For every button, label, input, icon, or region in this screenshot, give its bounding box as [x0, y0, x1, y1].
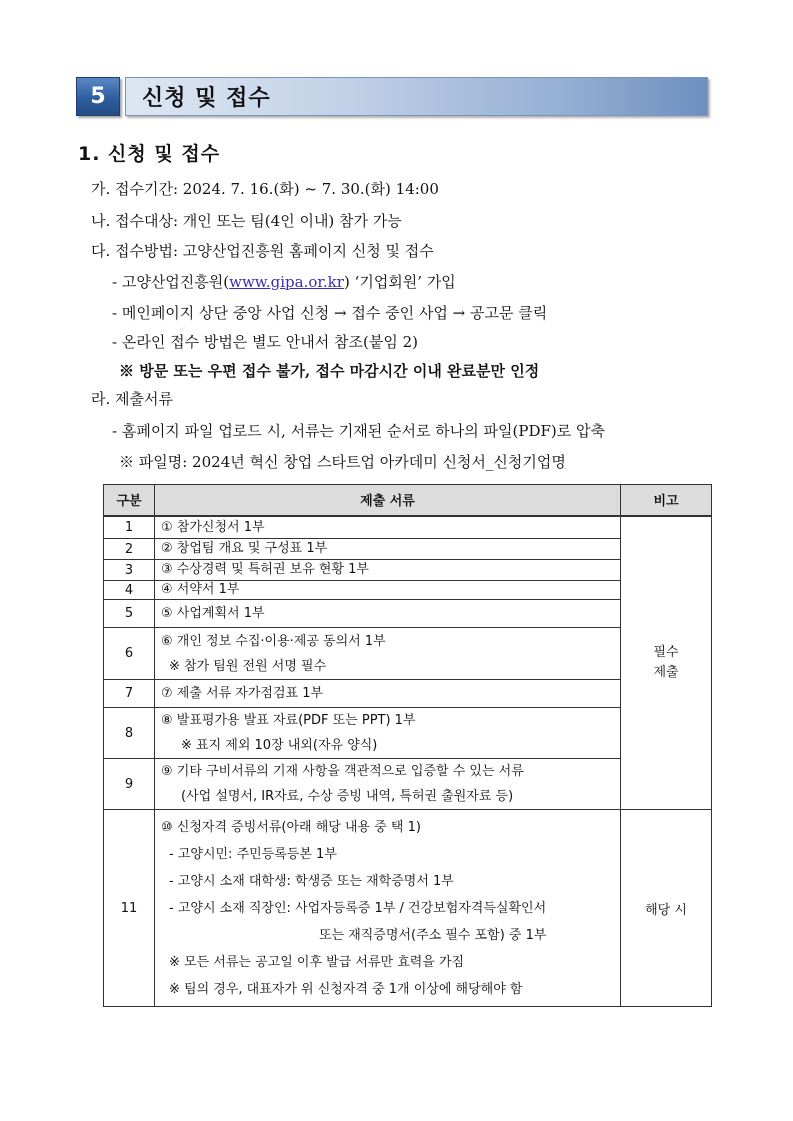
- remark-required: [621, 516, 712, 810]
- document-line: ⑤ 사업계획서 1부: [161, 605, 265, 621]
- document-line: - 고양시 소재 직장인: 사업자등록증 1부 / 건강보험자격득실확인서: [169, 900, 547, 916]
- documents-table: [103, 484, 712, 1007]
- document-line: ② 창업팀 개요 및 구성표 1부: [161, 541, 328, 556]
- document-line: ※ 참가 팀원 전원 서명 필수: [169, 658, 327, 674]
- document-line: - 고양시 소재 대학생: 학생증 또는 재학증명서 1부: [169, 873, 454, 889]
- row-number: 6: [104, 628, 155, 680]
- item-method-signup: [112, 271, 456, 292]
- row-number: 8: [104, 708, 155, 759]
- table-row: [104, 600, 712, 628]
- remark-applicable: 해당 시: [621, 810, 712, 1007]
- document-line: 또는 재직증명서(주소 필수 포함) 중 1부: [319, 927, 547, 943]
- document-line: ⑩ 신청자격 증빙서류(아래 해당 내용 중 택 1): [161, 819, 421, 835]
- sub-heading: 1. 신청 및 접수: [78, 143, 221, 165]
- table-row: [104, 560, 712, 581]
- section-number: 5: [76, 77, 120, 116]
- document-line: ※ 표지 제외 10장 내외(자유 양식): [181, 738, 378, 753]
- remark-required-line1: 필수: [653, 644, 679, 660]
- table-row: [104, 708, 712, 759]
- item-method: 다. 접수방법: 고양산업진흥원 홈페이지 신청 및 접수: [91, 242, 434, 260]
- row-document: [155, 581, 621, 600]
- row-number: 5: [104, 600, 155, 628]
- row-document: [155, 539, 621, 560]
- notice-no-visit-mail: ※ 방문 또는 우편 접수 불가, 접수 마감시간 이내 완료분만 인정: [119, 362, 540, 380]
- table-row: [104, 581, 712, 600]
- item-method-menu-path: - 메인페이지 상단 중앙 사업 신청 → 접수 중인 사업 → 공고문 클릭: [112, 304, 548, 322]
- document-line: ⑧ 발표평가용 발표 자료(PDF 또는 PPT) 1부: [161, 713, 416, 728]
- document-line: ④ 서약서 1부: [161, 582, 240, 597]
- table-row: [104, 539, 712, 560]
- item-documents-filename: ※ 파일명: 2024년 혁신 창업 스타트업 아카데미 신청서_신청기업명: [119, 453, 566, 471]
- document-line: ⑨ 기타 구비서류의 기재 사항을 객관적으로 입증할 수 있는 서류: [161, 764, 524, 779]
- document-line: ③ 수상경력 및 특허권 보유 현황 1부: [161, 562, 369, 577]
- row-number: 4: [104, 581, 155, 600]
- row-document: [155, 560, 621, 581]
- row-document: [155, 810, 621, 1007]
- row-document: [155, 628, 621, 680]
- row-number: 11: [104, 810, 155, 1007]
- row-number: 1: [104, 516, 155, 539]
- table-row: [104, 628, 712, 680]
- header-remarks: 비고: [621, 485, 712, 516]
- table-header-row: [104, 485, 712, 516]
- document-line: ① 참가신청서 1부: [161, 519, 265, 535]
- item-method-guide: - 온라인 접수 방법은 별도 안내서 참조(붙임 2): [112, 333, 419, 351]
- item-eligibility: 나. 접수대상: 개인 또는 팀(4인 이내) 참가 가능: [91, 212, 402, 230]
- row-document: [155, 516, 621, 539]
- signup-text-post: ) ‘기업회원’ 가입: [343, 273, 456, 291]
- row-document: [155, 708, 621, 759]
- table-row: [104, 680, 712, 708]
- table-row: [104, 516, 712, 539]
- row-number: 3: [104, 560, 155, 581]
- section-title: 신청 및 접수: [125, 77, 708, 116]
- document-line: ⑦ 제출 서류 자가점검표 1부: [161, 685, 324, 701]
- row-document: [155, 680, 621, 708]
- document-line: ※ 팀의 경우, 대표자가 위 신청자격 중 1개 이상에 해당해야 함: [169, 981, 523, 997]
- document-line: ※ 모든 서류는 공고일 이후 발급 서류만 효력을 가짐: [169, 954, 465, 970]
- document-line: - 고양시민: 주민등록등본 1부: [169, 846, 337, 862]
- item-documents-upload: - 홈페이지 파일 업로드 시, 서류는 기재된 순서로 하나의 파일(PDF)로 압축: [112, 422, 605, 440]
- row-number: 9: [104, 759, 155, 810]
- item-documents: 라. 제출서류: [91, 390, 173, 408]
- gipa-website-link[interactable]: www.gipa.or.kr: [229, 273, 344, 291]
- row-document: [155, 600, 621, 628]
- signup-text-pre: - 고양산업진흥원(: [112, 273, 230, 291]
- row-document: [155, 759, 621, 810]
- header-documents: 제출 서류: [155, 485, 621, 516]
- table-row: [104, 759, 712, 810]
- document-line: ⑥ 개인 정보 수집·이용·제공 동의서 1부: [161, 633, 386, 649]
- section-header: [76, 77, 708, 116]
- table-row: [104, 810, 712, 1007]
- item-reception-period: 가. 접수기간: 2024. 7. 16.(화) ~ 7. 30.(화) 14:00: [91, 180, 439, 198]
- row-number: 7: [104, 680, 155, 708]
- header-category: 구분: [104, 485, 155, 516]
- remark-required-line2: 제출: [653, 664, 679, 680]
- document-line: (사업 설명서, IR자료, 수상 증빙 내역, 특허권 출원자료 등): [181, 789, 514, 804]
- row-number: 2: [104, 539, 155, 560]
